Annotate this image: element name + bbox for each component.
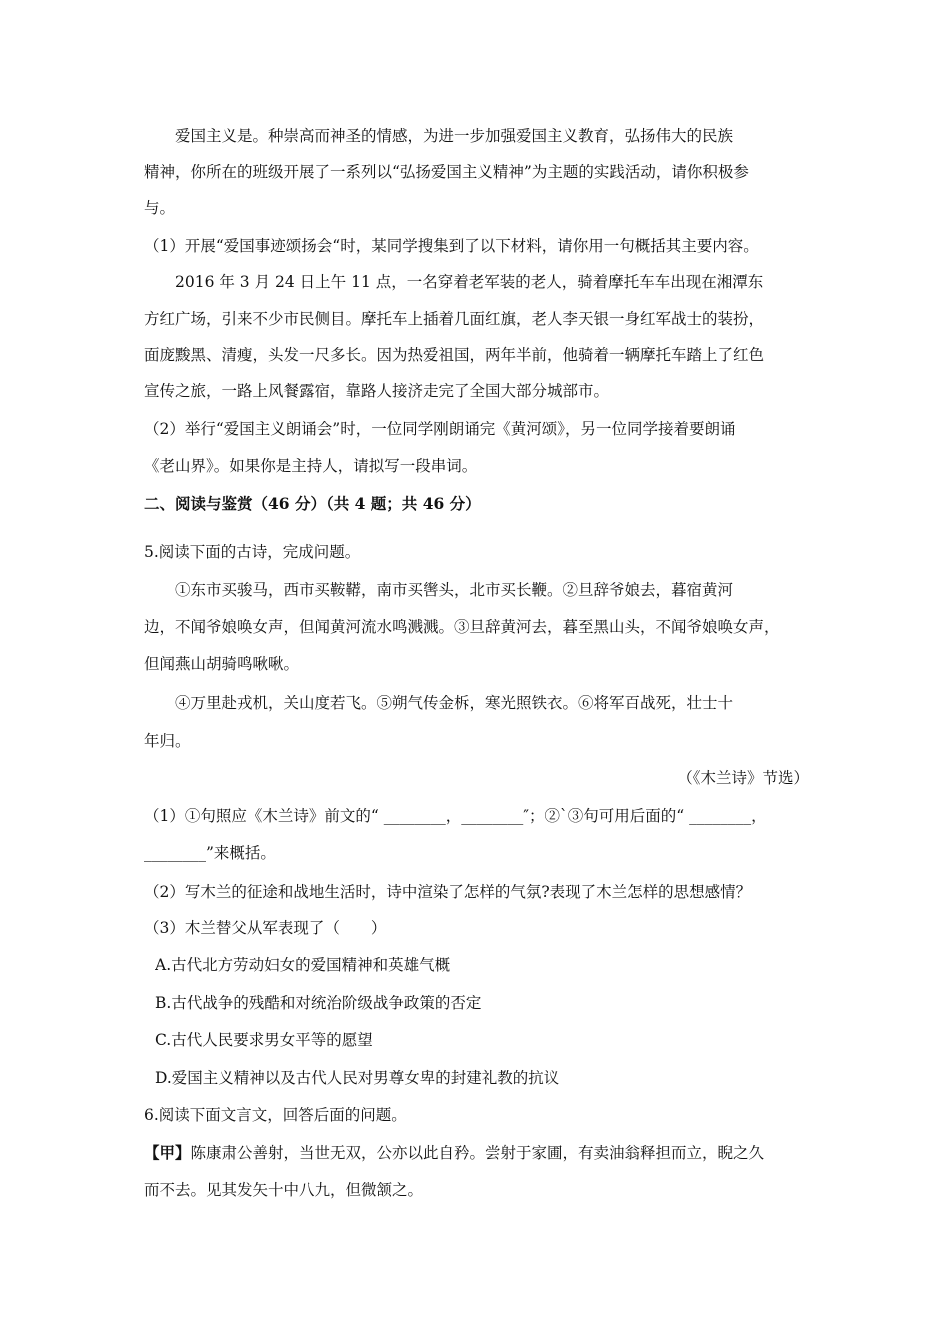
passage-label: 【甲】: [144, 1143, 191, 1162]
intro-line: 精神，你所在的班级开展了一系列以“弘扬爱国主义精神”为主题的实践活动，请你积极参: [144, 163, 749, 181]
poem-line: ④万里赴戎机，关山度若飞。⑤朔气传金柝，寒光照铁衣。⑥将军百战死，壮士十: [175, 694, 734, 712]
passage-text: 陈康肃公善射，当世无双，公亦以此自矜。尝射于家圃，有卖油翁释担而立，睨之久: [190, 1144, 765, 1162]
option-d[interactable]: D.爱国主义精神以及古代人民对男尊女卑的封建礼教的抗议: [155, 1069, 560, 1087]
poem-source: （《木兰诗》节选）: [677, 769, 809, 787]
material-line: 方红广场，引来不少市民侧目。摩托车上插着几面红旗，老人李天银一身红军战士的装扮，: [144, 310, 765, 328]
question-5-title: 5.阅读下面的古诗，完成问题。: [144, 543, 361, 561]
passage-line: [144, 1143, 809, 1163]
poem-line: 边，不闻爷娘唤女声，但闻黄河流水鸣溅溅。③旦辞黄河去，暮至黑山头，不闻爷娘唤女声，: [144, 618, 780, 636]
option-b[interactable]: B.古代战争的残酷和对统治阶级战争政策的否定: [155, 994, 482, 1012]
intro-line: 爱国主义是。种崇高而神圣的情感，为进一步加强爱国主义教育，弘扬伟大的民族: [175, 127, 734, 145]
material-line: 宣传之旅，一路上风餐露宿，靠路人接济走完了全国大部分城部市。: [144, 382, 610, 400]
poem-line: ①东市买骏马，西市买鞍鞯，南市买辔头，北市买长鞭。②旦辞爷娘去，暮宿黄河: [175, 581, 734, 599]
question-2-prompt: 《老山界》。如果你是主持人，请拟写一段串词。: [144, 457, 478, 475]
poem-line: 年归。: [144, 732, 191, 750]
subquestion-2: （2）写木兰的征途和战地生活时，诗中渲染了怎样的气氛?表现了木兰怎样的思想感情？: [144, 883, 752, 901]
question-6-title: 6.阅读下面文言文，回答后面的问题。: [144, 1106, 407, 1124]
question-2-prompt: （2）举行“爱国主义朗诵会”时，一位同学刚朗诵完《黄河颂》，另一位同学接着要朗诵: [144, 420, 736, 438]
question-1-prompt: （1）开展“爱国事迹颂扬会“时，某同学搜集到了以下材料，请你用一句概括其主要内容。: [144, 237, 759, 255]
material-line: 2016 年 3 月 24 日上午 11 点，一名穿着老军装的老人，骑着摩托车车出现在湘潭东: [175, 273, 764, 291]
intro-line: 与。: [144, 199, 176, 217]
poem-line: 但闻燕山胡骑鸣啾啾。: [144, 655, 300, 673]
subquestion-3: （3）木兰替父从军表现了（ ）: [144, 919, 387, 937]
option-a[interactable]: A.古代北方劳动妇女的爱国精神和英雄气概: [155, 956, 451, 974]
subquestion-1: （1）①句照应《木兰诗》前文的“ ________，________″；②ˋ③句可用后面的“ ________，: [144, 807, 767, 825]
option-c[interactable]: C.古代人民要求男女平等的愿望: [155, 1031, 373, 1049]
passage-line: 而不去。见其发矢十中八九，但微颔之。: [144, 1181, 424, 1199]
material-line: 面庞黢黑、清瘦，头发一尺多长。因为热爱祖国，两年半前，他骑着一辆摩托车踏上了红色: [144, 346, 765, 364]
subquestion-1: ________”来概括。: [144, 844, 276, 862]
section-heading: 二、阅读与鉴赏（46 分）（共 4 题；共 46 分）: [144, 494, 481, 513]
